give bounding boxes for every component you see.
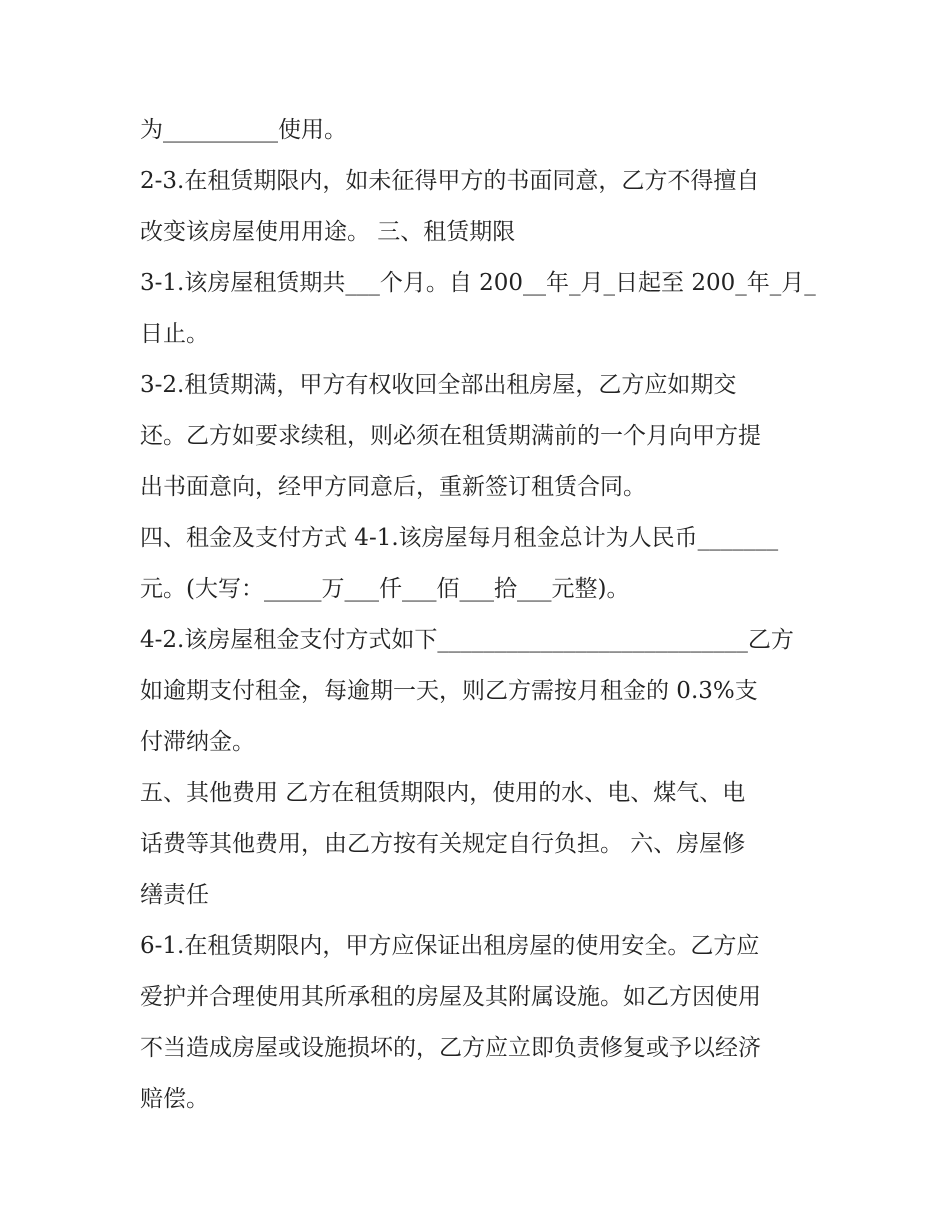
text-line: 日止。 [140, 321, 209, 347]
text-line: 缮责任 [140, 882, 209, 908]
text-line: 还。乙方如要求续租，则必须在租赁期满前的一个月向甲方提 [140, 423, 761, 449]
text-line: 爱护并合理使用其所承租的房屋及其附属设施。如乙方因使用 [140, 984, 761, 1010]
text-line: 6-1.在租赁期限内，甲方应保证出租房屋的使用安全。乙方应 [140, 933, 760, 959]
text-line: 2-3.在租赁期限内，如未征得甲方的书面同意，乙方不得擅自 [140, 168, 760, 194]
contract-text [140, 107, 820, 1127]
text-line: 为__________使用。 [140, 117, 347, 143]
text-line: 元。(大写：_____万___仟___佰___拾___元整)。 [140, 576, 630, 602]
text-line: 3-1.该房屋租赁期共___个月。自 200__年_月_日起至 200_年_月_ [140, 270, 816, 296]
text-line: 话费等其他费用，由乙方按有关规定自行负担。 六、房屋修 [140, 831, 746, 857]
text-line: 如逾期支付租金，每逾期一天，则乙方需按月租金的 0.3%支 [140, 678, 758, 704]
text-line: 不当造成房屋或设施损坏的，乙方应立即负责修复或予以经济 [140, 1035, 761, 1061]
text-line: 四、租金及支付方式 4-1.该房屋每月租金总计为人民币_______ [140, 525, 779, 551]
text-line: 出书面意向，经甲方同意后，重新签订租赁合同。 [140, 474, 646, 500]
text-line: 付滞纳金。 [140, 729, 255, 755]
text-line: 3-2.租赁期满，甲方有权收回全部出租房屋，乙方应如期交 [140, 372, 737, 398]
text-line: 五、其他费用 乙方在租赁期限内，使用的水、电、煤气、电 [140, 780, 746, 806]
text-line: 赔偿。 [140, 1086, 209, 1112]
text-line: 改变该房屋使用用途。 三、租赁期限 [140, 219, 516, 245]
text-line: 4-2.该房屋租金支付方式如下___________________________乙方 [140, 627, 794, 653]
